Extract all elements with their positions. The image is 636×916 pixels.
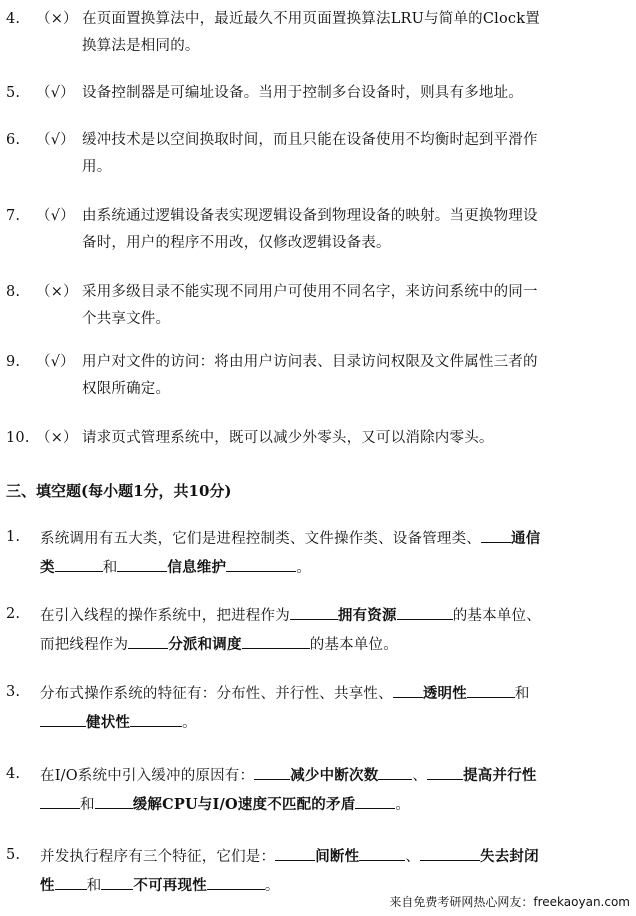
answer-blank (40, 708, 86, 727)
item-text-continued: 用。 (82, 159, 112, 175)
tf-item-4 (6, 6, 628, 60)
answer-text: 减少中断次数 (290, 767, 379, 784)
answer-blank (55, 871, 87, 890)
item-text-continued: 权限所确定。 (82, 381, 171, 397)
item-text: 。 (296, 560, 311, 576)
answer-mark: （√） (36, 208, 75, 224)
item-text: 。 (264, 878, 280, 894)
answer-text: 间断性 (315, 848, 360, 865)
item-number: 1. (6, 529, 21, 545)
item-text-continued: 备时，用户的程序不用改，仅修改逻辑设备表。 (82, 235, 391, 251)
item-text: 的基本单位、 (452, 608, 541, 624)
item-number: 8. (6, 284, 21, 300)
item-text: 和 (514, 686, 530, 702)
answer-blank (55, 553, 103, 572)
item-number: 7. (6, 208, 21, 224)
item-text: 在引入线程的操作系统中，把进程作为 (40, 608, 290, 624)
answer-mark: （√） (36, 132, 75, 148)
answer-blank (242, 630, 310, 649)
item-text: 在I/O系统中引入缓冲的原因有： (40, 768, 255, 784)
answer-text: 健状性 (86, 714, 131, 731)
item-text: 并发执行程序有三个特征，它们是： (40, 849, 276, 865)
item-text: 系统调用有五大类，它们是进程控制类、文件操作类、设备管理类、 (40, 531, 481, 547)
answer-mark: （×） (36, 11, 78, 27)
answer-blank (397, 601, 453, 620)
item-text: 分布式操作系统的特征有：分布性、并行性、共享性、 (40, 686, 393, 702)
answer-blank (207, 871, 265, 890)
answer-blank (117, 553, 167, 572)
item-number: 3. (6, 684, 21, 700)
answer-blank (420, 842, 480, 861)
item-text: 由系统通过逻辑设备表实现逻辑设备到物理设备的映射。当更换物理设 (82, 208, 538, 224)
item-number: 4. (6, 766, 21, 782)
item-text-continued: 换算法是相同的。 (82, 38, 200, 54)
answer-blank (378, 761, 412, 780)
answer-blank (130, 708, 182, 727)
fill-item-1 (6, 524, 628, 582)
answer-text: 透明性 (422, 685, 467, 702)
answer-text: 提高并行性 (463, 767, 537, 784)
answer-blank (427, 761, 463, 780)
answer-blank (355, 790, 395, 809)
answer-blank (359, 842, 405, 861)
item-text: 缓冲技术是以空间换取时间，而且只能在设备使用不均衡时起到平滑作 (82, 132, 538, 148)
answer-text: 性 (40, 877, 55, 894)
item-number: 5. (6, 85, 21, 101)
answer-blank (393, 679, 423, 698)
answer-blank (254, 761, 290, 780)
item-number: 5. (6, 847, 21, 863)
tf-item-5 (6, 80, 628, 107)
item-text: 。 (182, 715, 197, 731)
item-text: 在页面置换算法中，最近最久不用页面置换算法LRU与简单的Clock置 (82, 11, 540, 27)
answer-blank (101, 871, 133, 890)
item-text: 和 (86, 878, 102, 894)
item-number: 6. (6, 132, 21, 148)
tf-item-9 (6, 349, 628, 403)
tf-item-6 (6, 127, 628, 181)
answer-text: 通信 (511, 530, 541, 547)
answer-text: 不可再现性 (133, 877, 207, 894)
item-number: 9. (6, 354, 21, 370)
section-title: 三、填空题(每小题1分，共10分) (6, 482, 232, 500)
answer-text: 失去封闭 (480, 848, 539, 865)
item-text: 采用多级目录不能实现不同用户可使用不同名字，来访问系统中的同一 (82, 284, 538, 300)
answer-text: 类 (40, 559, 55, 576)
tf-item-7 (6, 203, 628, 257)
fill-item-5 (6, 842, 628, 900)
answer-mark: （×） (36, 430, 78, 446)
item-text: 和 (80, 797, 95, 813)
answer-blank (95, 790, 133, 809)
item-text: 和 (102, 560, 118, 576)
answer-mark: （√） (36, 354, 75, 370)
item-text: 。 (395, 797, 411, 813)
item-text-continued: 个共享文件。 (82, 311, 171, 327)
answer-text: 信息维护 (167, 559, 227, 576)
fill-item-4 (6, 761, 628, 819)
fill-item-3 (6, 679, 628, 737)
item-text: 、 (412, 768, 428, 784)
answer-blank (275, 842, 315, 861)
fill-item-2 (6, 601, 628, 659)
answer-text: 拥有资源 (337, 607, 397, 624)
item-number: 4. (6, 11, 21, 27)
item-number: 10. (6, 430, 30, 446)
item-number: 2. (6, 606, 21, 622)
answer-blank (467, 679, 515, 698)
answer-blank (40, 790, 80, 809)
item-text: 而把线程作为 (40, 637, 129, 653)
item-text: 请求页式管理系统中，既可以减少外零头，又可以消除内零头。 (82, 430, 494, 446)
item-text: 的基本单位。 (309, 637, 398, 653)
answer-mark: （×） (36, 284, 78, 300)
answer-text: 缓解CPU与I/O速度不匹配的矛盾 (132, 796, 356, 813)
tf-item-8 (6, 279, 628, 333)
answer-blank (481, 524, 511, 543)
answer-mark: （√） (36, 85, 75, 101)
answer-text: 分派和调度 (168, 636, 242, 653)
footer-watermark: 来自免费考研网热心网友：freekaoyan.com (389, 895, 630, 909)
answer-blank (226, 553, 296, 572)
answer-blank (290, 601, 338, 620)
answer-blank (128, 630, 168, 649)
item-text: 、 (405, 849, 421, 865)
item-text: 设备控制器是可编址设备。当用于控制多台设备时，则具有多地址。 (82, 85, 523, 101)
item-text: 用户对文件的访问：将由用户访问表、目录访问权限及文件属性三者的 (82, 354, 538, 370)
tf-item-10 (6, 425, 628, 452)
